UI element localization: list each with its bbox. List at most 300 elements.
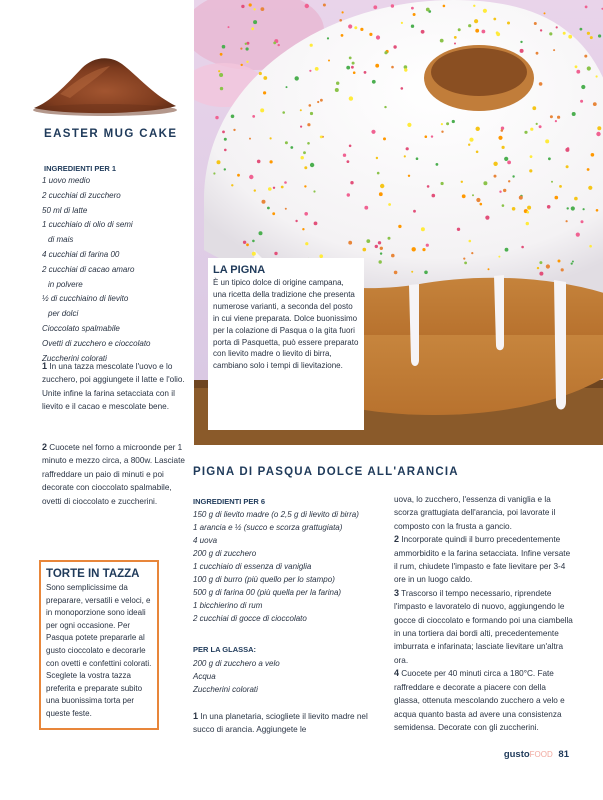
recipe-ingredients-list [193,508,383,625]
sprinkle-dot [587,66,591,70]
recipe-title: PIGNA DI PASQUA DOLCE ALL'ARANCIA [193,466,459,478]
sprinkle-dot [270,137,272,139]
sprinkle-dot [349,145,352,148]
ingredient-item: 1 cucchiaio di olio di semi [42,220,133,230]
sprinkle-dot [353,71,356,74]
sprinkle-dot [307,142,310,145]
sprinkle-dot [502,204,505,207]
sprinkle-dot [300,126,302,128]
sprinkle-dot [571,263,573,265]
sprinkle-dot [571,206,575,210]
sprinkle-dot [526,222,529,225]
sprinkle-dot [222,131,225,134]
sprinkle-dot [237,174,240,177]
sprinkle-dot [360,28,363,31]
sprinkle-dot [323,4,326,7]
sprinkle-dot [349,57,352,60]
ingredient-item: 50 ml di latte [42,205,88,215]
sprinkle-dot [545,139,549,143]
recipe-ingredients-heading: INGREDIENTI PER 6 [193,497,266,506]
ingredient-item: Ovetti di zucchero e cioccolato [42,338,151,348]
sprinkle-dot [335,88,339,92]
sprinkle-dot [404,155,406,157]
sprinkle-dot [432,194,436,198]
sprinkle-dot [304,212,308,216]
page-number: 81 [558,749,569,760]
sprinkle-dot [574,197,578,201]
mug-step-2 [42,441,188,508]
sprinkle-dot [527,211,530,214]
sprinkle-dot [249,175,253,179]
sprinkle-dot [537,267,539,269]
sprinkle-dot [556,26,558,28]
step-number: 2 [394,534,400,545]
sprinkle-dot [373,5,377,9]
sprinkle-dot [309,104,312,107]
sprinkle-dot [568,35,572,39]
sprinkle-dot [347,193,350,196]
sprinkle-dot [507,22,510,25]
sprinkle-dot [379,260,382,263]
sprinkle-dot [550,115,553,118]
sprinkle-dot [348,241,352,245]
sprinkle-dot [268,187,272,191]
ingredient-item: 2 cucchiai di cacao amaro [42,264,135,274]
sprinkle-dot [463,258,465,260]
sprinkle-dot [346,66,350,70]
sprinkle-dot [224,168,226,170]
sprinkle-dot [436,163,439,166]
step-continuation: uova, lo zucchero, l'essenza di vaniglia e la scorza grattugiata dell'arancia, poi lavorate il composto con la frusta a gancio. [394,495,556,531]
sprinkle-dot [546,264,550,268]
sprinkle-dot [393,45,396,48]
sprinkle-dot [483,9,487,13]
sprinkle-dot [215,116,218,119]
ingredient-item: 4 uova [193,536,218,545]
sprinkle-dot [241,64,243,66]
sprinkle-dot [555,196,559,200]
torte-in-tazza-box [39,560,159,730]
sprinkle-dot [352,62,355,65]
sprinkle-dot [273,42,276,45]
sprinkle-dot [558,260,561,263]
sprinkle-dot [529,169,532,172]
sprinkle-dot [383,137,386,140]
sprinkle-dot [411,271,413,273]
sprinkle-dot [398,225,401,228]
sprinkle-dot [274,252,277,255]
sprinkle-dot [498,136,502,140]
ingredient-item: 1 cucchiaio di essenza di vaniglia [193,562,312,571]
sprinkle-dot [536,52,539,55]
sprinkle-dot [452,120,455,123]
sprinkle-dot [527,206,531,210]
sprinkle-dot [371,130,375,134]
glassa-heading: PER LA GLASSA: [193,645,257,654]
sprinkle-dot [496,32,500,36]
step-number: 1 [42,361,48,371]
sprinkle-dot [301,156,304,159]
ingredient-item: 1 uovo medio [42,176,91,185]
sprinkle-dot [327,37,329,39]
sprinkle-dot [532,106,536,110]
sprinkle-dot [536,123,538,125]
recipe-step-1 [193,710,378,737]
sprinkle-dot [454,36,457,39]
sprinkle-dot [521,246,524,249]
sprinkle-dot [252,115,255,118]
sprinkle-dot [441,131,443,133]
sprinkle-dot [421,227,425,231]
sprinkle-dot [281,186,284,189]
sprinkle-dot [240,48,242,50]
mug-step-1 [42,360,188,414]
sprinkle-dot [231,184,233,186]
sprinkle-dot [502,146,505,149]
sprinkle-dot [472,194,474,196]
sprinkle-dot [286,86,288,88]
mug-cake-title: EASTER MUG CAKE [44,128,178,140]
ingredient-item: 2 cucchiai di zucchero [42,190,121,200]
sprinkle-dot [220,87,223,90]
sprinkle-dot [249,3,252,6]
sprinkle-dot [267,207,270,210]
sprinkle-dot [413,13,416,16]
sprinkle-dot [581,85,585,89]
ingredient-item: 200 g di zucchero a velo [193,659,280,668]
sprinkle-dot [375,64,379,68]
step-number: 2 [42,442,48,452]
sprinkle-dot [480,203,483,206]
step-number: 3 [394,587,400,598]
mug-ingredients-list [42,174,192,366]
sprinkle-dot [270,160,273,163]
sprinkle-dot [557,116,560,119]
torte-box-title: TORTE IN TAZZA [46,568,140,580]
sprinkle-dot [458,28,461,31]
sprinkle-dot [261,7,265,11]
sprinkle-dot [426,8,430,12]
sprinkle-dot [416,157,419,160]
sprinkle-dot [587,32,590,35]
sprinkle-dot [596,132,600,136]
sprinkle-dot [464,262,467,265]
step-text: In una planetaria, sciogliete il lievito madre nel succo di arancia. Aggiungete le [193,712,368,735]
sprinkle-dot [576,70,580,74]
sprinkle-dot [350,181,353,184]
sprinkle-dot [394,271,398,275]
sprinkle-dot [259,72,262,75]
ingredient-item: Zuccherini colorati [193,685,258,694]
sprinkle-dot [349,96,353,100]
sprinkle-dot [364,71,367,74]
glassa-ingredients-list [193,657,383,696]
sprinkle-dot [408,175,410,177]
sprinkle-dot [476,127,480,131]
sprinkle-dot [493,162,497,166]
sprinkle-dot [474,19,478,23]
mug-ingredients-heading: INGREDIENTI PER 1 [44,164,117,173]
sprinkle-dot [295,76,299,80]
sprinkle-dot [272,212,275,215]
sprinkle-dot [441,182,444,185]
sprinkle-dot [482,30,486,34]
sprinkle-dot [304,166,307,169]
sprinkle-dot [539,272,543,276]
recipe-step-3 [394,587,574,667]
sprinkle-dot [252,252,256,256]
sprinkle-dot [217,160,221,164]
cocoa-powder-image [30,42,180,122]
sprinkle-dot [441,123,443,125]
sprinkle-dot [407,123,411,127]
sprinkle-dot [498,256,500,258]
sprinkle-dot [544,12,546,14]
ingredient-item: per dolci [48,309,79,319]
ingredient-item: 1 bicchierino di rum [193,601,263,610]
sprinkle-dot [549,32,552,35]
sprinkle-dot [278,44,280,46]
sprinkle-dot [388,237,391,240]
sprinkle-dot [596,75,598,77]
sprinkle-dot [372,80,376,84]
sprinkle-dot [376,35,380,39]
ingredient-item: ½ di cucchiaino di lievito [42,294,129,304]
ingredient-item: 4 cucchiai di farina 00 [42,249,120,259]
sprinkle-dot [224,138,227,141]
recipe-step-2 [394,533,574,587]
sprinkle-dot [524,131,527,134]
sprinkle-dot [539,125,542,128]
sprinkle-dot [376,157,378,159]
sprinkle-dot [504,157,508,161]
sprinkle-dot [366,239,370,243]
sprinkle-dot [245,43,247,45]
sprinkle-dot [351,66,354,69]
ingredient-item: 150 g di lievito madre (o 2,5 g di lievito di birra) [193,510,359,519]
magazine-sub: FOOD [529,750,553,759]
sprinkle-dot [253,8,255,10]
sprinkle-dot [341,34,344,37]
sprinkle-dot [380,247,383,250]
sprinkle-dot [285,208,287,210]
sprinkle-dot [254,189,256,191]
sprinkle-dot [320,136,323,139]
sprinkle-dot [566,165,569,168]
sprinkle-dot [446,122,449,125]
sprinkle-dot [412,247,416,251]
sprinkle-dot [566,220,568,222]
sprinkle-dot [563,32,566,35]
sprinkle-dot [380,252,382,254]
sprinkle-dot [593,102,597,106]
sprinkle-dot [499,191,501,193]
sprinkle-dot [411,7,414,10]
sprinkle-dot [597,126,601,130]
ingredient-item: Zuccherini colorati [42,353,107,363]
ingredient-item: Acqua [193,672,216,681]
sprinkle-dot [220,53,223,56]
sprinkle-dot [576,233,580,237]
sprinkle-dot [284,181,287,184]
sprinkle-dot [469,138,473,142]
step-text: Trascorso il tempo necessario, riprendete l'impasto e lavoratelo di nuovo, aggiungendo le gocce di cioccolato e formando poi una ciambella in una tortiera dai bordi alti, precedentemente imburrata e infarinata; lasciate lievitare un'altra ora. [394,588,573,665]
sprinkle-dot [369,33,372,36]
sprinkle-dot [443,5,446,8]
sprinkle-dot [246,47,249,50]
sprinkle-dot [555,120,557,122]
sprinkle-dot [476,151,479,154]
sprinkle-dot [468,144,470,146]
sprinkle-dot [422,248,425,251]
sprinkle-dot [380,184,384,188]
step-text: Cuocete nel forno a microonde per 1 minuto e mezzo circa, a 800w. Lasciate raffreddare un paio di minuti e poi decorate con cioccolato spalmabile, ovetti di cioccolato e zuccherini. [42,443,185,506]
sprinkle-dot [328,60,330,62]
sprinkle-dot [285,141,288,144]
sprinkle-dot [488,268,490,270]
sprinkle-dot [348,24,352,28]
sprinkle-dot [507,161,511,165]
sprinkle-dot [243,241,246,244]
sprinkle-dot [317,101,319,103]
sprinkle-dot [310,44,313,47]
sprinkle-dot [375,245,378,248]
sprinkle-dot [259,231,263,235]
ingredient-item: 100 g di burro (più quello per lo stampo) [193,575,335,584]
sprinkle-dot [309,70,311,72]
sprinkle-dot [310,163,314,167]
step-number: 1 [193,711,199,721]
sprinkle-dot [378,241,381,244]
sprinkle-dot [263,91,266,94]
sprinkle-dot [343,154,346,157]
sprinkle-dot [493,18,496,21]
ingredient-item: di mais [48,235,74,245]
sprinkle-dot [572,261,574,263]
sprinkle-dot [262,200,266,204]
sprinkle-dot [540,29,542,31]
sprinkle-dot [584,55,587,58]
sprinkle-dot [263,76,267,80]
sprinkle-dot [501,129,504,132]
sprinkle-dot [295,220,297,222]
sprinkle-dot [391,4,394,7]
sprinkle-dot [512,175,514,177]
sprinkle-dot [469,240,472,243]
ingredient-item: 500 g di farina 00 (più quella per la farina) [193,588,342,597]
ingredient-item: Cioccolato spalmabile [42,323,120,333]
sprinkle-dot [590,36,593,39]
sprinkle-dot [589,245,592,248]
sprinkle-dot [440,39,444,43]
step-text: Cuocete per 40 minuti circa a 180°C. Fate raffreddare e decorate a piacere con della glassa, ottenuta mescolando zucchero a velo e acqua quanto basta ad avere una consistenza semidensa. Decorate con gli zuccherini. [394,669,565,732]
torte-box-text: Sono semplicissime da preparare, versatili e veloci, e in monoporzione sono ideali per ogni occasione. Per Pasqua potete prepararle al gusto cioccolato e decorarle con ovetti e confettini colorati. Sceglete la vostra tazza preferita e preparate subito una buonissima torta per queste feste. [46,583,152,718]
sprinkle-dot [512,207,516,211]
sprinkle-dot [508,180,510,182]
sprinkle-dot [307,123,310,126]
sprinkle-dot [219,73,223,77]
sprinkle-dot [251,27,254,30]
sprinkle-dot [598,34,601,37]
sprinkle-dot [530,128,533,131]
sprinkle-dot [431,135,433,137]
sprinkle-dot [253,20,257,24]
ingredient-item: 1 arancia e ½ (succo e scorza grattugiata) [193,523,343,532]
step-text: In una tazza mescolate l'uovo e lo zucchero, poi aggiungete il latte e l'olio. Unite infine la farina setacciata con il lievito e il cacao e mescolate bene. [42,362,185,412]
sprinkle-dot [534,22,537,25]
sprinkle-dot [384,51,387,54]
sprinkle-dot [411,25,414,28]
sprinkle-dot [551,181,553,183]
sprinkle-dot [503,189,506,192]
sprinkle-dot [241,5,244,8]
sprinkle-dot [581,220,584,223]
sprinkle-dot [303,151,306,154]
ingredient-item: in polvere [48,279,83,289]
recipe-step-4 [394,667,574,734]
sprinkle-dot [567,207,569,209]
sprinkle-dot [391,66,394,69]
sprinkle-dot [313,190,315,192]
sprinkle-dot [406,147,409,150]
sprinkle-dot [379,192,383,196]
sprinkle-dot [426,244,429,247]
sprinkle-dot [218,70,220,72]
page-footer [504,749,569,760]
sprinkle-dot [314,222,318,226]
sprinkle-dot [427,185,430,188]
sprinkle-dot [213,172,215,174]
step-text: Incorporate quindi il burro precedentemente ammorbidito e la farina setacciata. Infine versate il rum, chiudete l'impasto e fate lievitare per 3-4 ore in un luogo caldo. [394,535,571,585]
sprinkle-dot [520,49,524,53]
sprinkle-dot [596,209,599,212]
sprinkle-dot [320,99,323,102]
sprinkle-dot [257,160,261,164]
sprinkle-dot [252,240,255,243]
sprinkle-dot [305,242,308,245]
sprinkle-dot [336,82,339,85]
sprinkle-dot [222,45,226,49]
sprinkle-dot [246,243,249,246]
sprinkle-dot [454,43,456,45]
sprinkle-dot [424,271,428,275]
sprinkle-dot [290,146,293,149]
sprinkle-dot [401,22,403,24]
sprinkle-dot [565,148,569,152]
sprinkle-dot [300,109,302,111]
sprinkle-dot [572,112,576,116]
sprinkle-dot [580,100,583,103]
sprinkle-dot [462,194,466,198]
magazine-brand: gusto [503,749,530,760]
sprinkle-dot [468,24,471,27]
sprinkle-dot [260,108,264,112]
sprinkle-dot [475,29,479,33]
sprinkle-dot [273,187,275,189]
sprinkle-dot [363,248,367,252]
sprinkle-dot [457,228,460,231]
sprinkle-dot [548,157,551,160]
sprinkle-dot [425,135,428,138]
sprinkle-dot [388,203,391,206]
sprinkle-dot [413,210,416,213]
sprinkle-dot [246,61,248,63]
sprinkle-dot [520,41,522,43]
sprinkle-dot [539,82,543,86]
pigna-box-text: È un tipico dolce di origine campana, una ricetta della tradizione che presenta numerose varianti, a seconda del posto in cui viene preparata. Dolce buonissimo per la colazione di Pasqua o la gita fuori porta di Pasquetta, può essere preparato con lievito madre o lievito di birra, cambiano solo i tempi di lievitazione. [213,278,359,371]
sprinkle-dot [591,153,595,157]
sprinkle-dot [404,68,407,71]
